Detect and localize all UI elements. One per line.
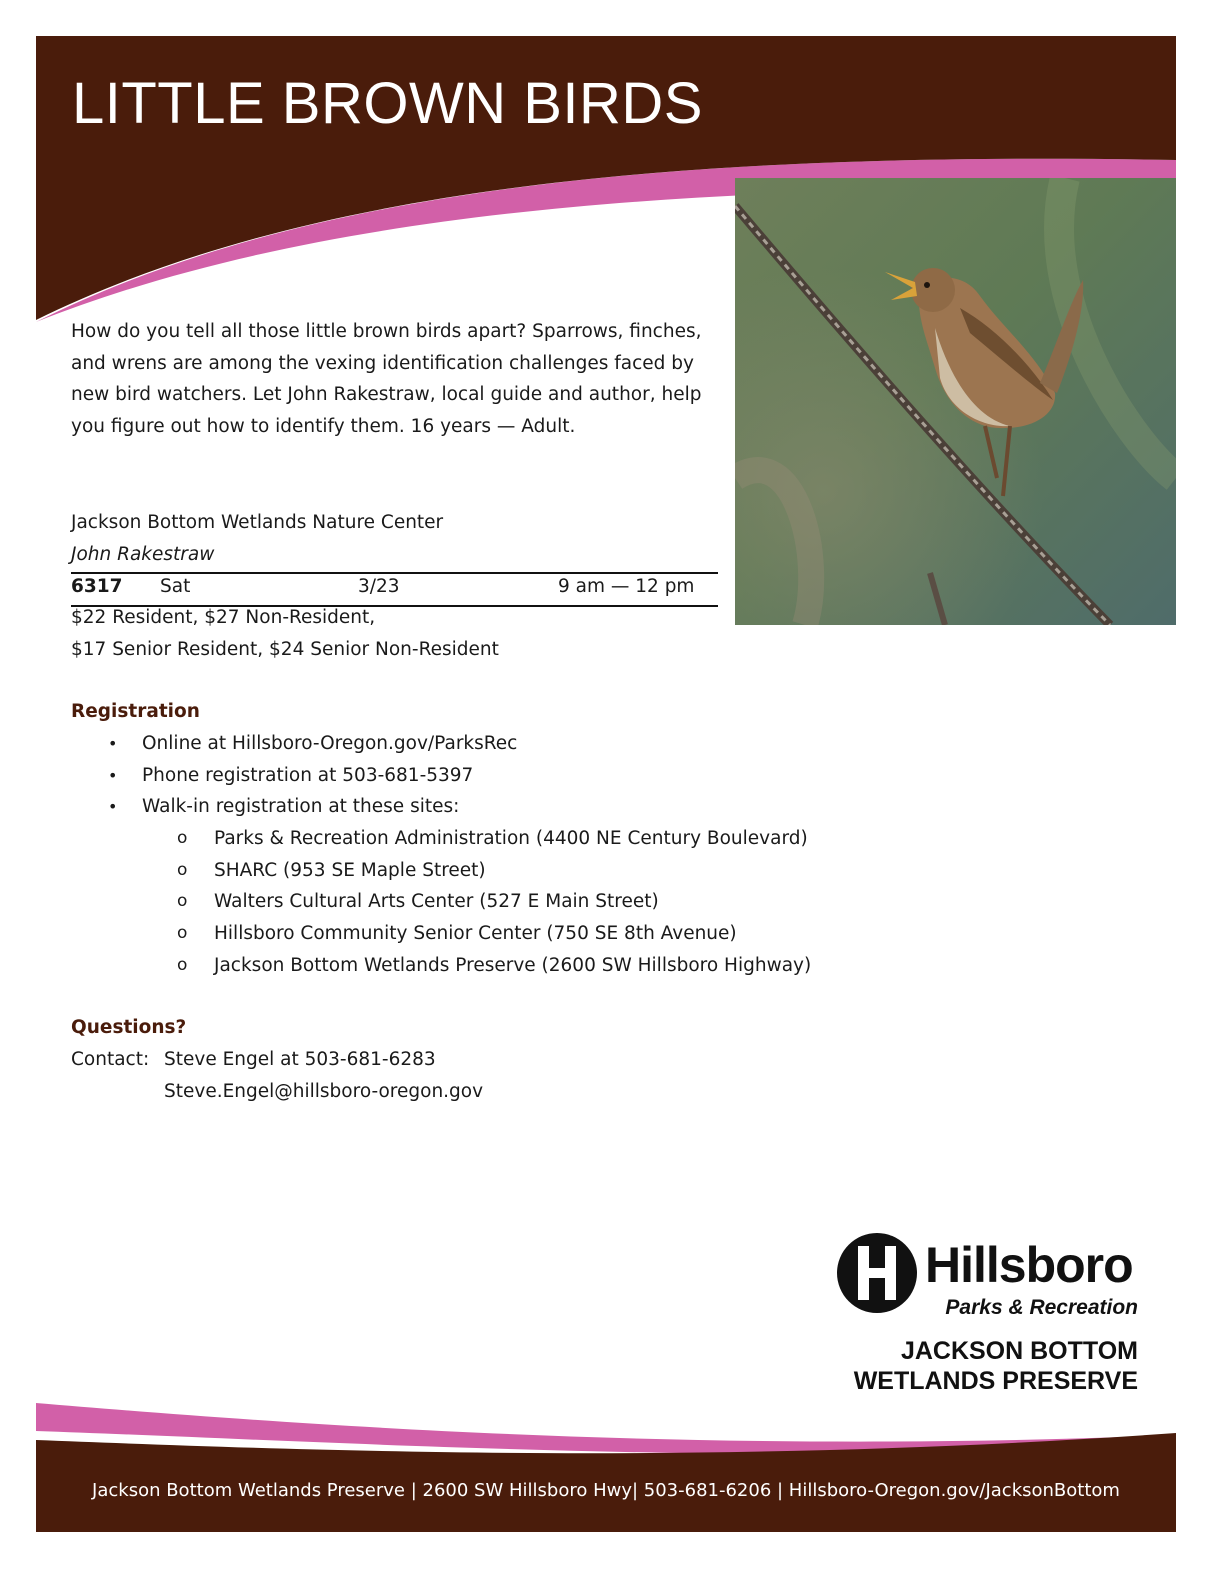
- footer-contact-info: Jackson Bottom Wetlands Preserve | 2600 SW Hillsboro Hwy| 503-681-6206 | Hillsboro-Oregon.gov/JacksonBottom: [92, 1480, 1120, 1501]
- walkin-site: Walters Cultural Arts Center (527 E Main Street): [214, 891, 659, 913]
- questions-heading: Questions?: [71, 1017, 187, 1038]
- bullet-icon: •: [108, 797, 118, 817]
- contact-label: Contact:: [71, 1049, 150, 1070]
- circle-bullet-icon: o: [177, 859, 188, 880]
- session-date: 3/23: [358, 576, 400, 597]
- venue-text: Jackson Bottom Wetlands Nature Center: [71, 512, 444, 533]
- logo-name: Hillsboro: [925, 1237, 1133, 1293]
- logo-preserve: [854, 1336, 1138, 1396]
- contact-email-link[interactable]: Steve.Engel@hillsboro-oregon.gov: [164, 1081, 484, 1102]
- page-title: LITTLE BROWN BIRDS: [72, 71, 703, 136]
- walkin-site: Parks & Recreation Administration (4400 NE Century Boulevard): [214, 828, 808, 850]
- registration-walkin-text: Walk-in registration at these sites:: [142, 796, 460, 818]
- contact-name-phone: Steve Engel at 503-681-6283: [164, 1049, 436, 1070]
- walkin-site: SHARC (953 SE Maple Street): [214, 859, 486, 881]
- logo-preserve-line1: JACKSON BOTTOM: [900, 1337, 1138, 1365]
- session-code: 6317: [71, 576, 123, 597]
- bullet-icon: •: [108, 765, 118, 785]
- hillsboro-logo: [836, 1232, 1146, 1402]
- fee-line: $22 Resident, $27 Non-Resident,: [71, 607, 376, 628]
- hillsboro-h-icon: [836, 1232, 918, 1314]
- circle-bullet-icon: o: [177, 954, 188, 975]
- session-time: 9 am — 12 pm: [558, 576, 695, 597]
- wren-photo-icon: [735, 178, 1176, 625]
- circle-bullet-icon: o: [177, 923, 188, 944]
- description-text: How do you tell all those little brown birds apart? Sparrows, finches, and wrens are among the vexing identification challenges faced by new bird watchers. Let John Rakestraw, local guide and author, help you figure out how to identify them. 16 years — Adult.: [71, 321, 702, 438]
- fee-line: $17 Senior Resident, $24 Senior Non-Resident: [71, 639, 499, 660]
- logo-preserve-line2: WETLANDS PRESERVE: [853, 1367, 1138, 1395]
- footer-banner: [0, 1395, 1224, 1540]
- registration-heading: Registration: [71, 701, 200, 722]
- registration-phone-text: Phone registration at 503-681-5397: [142, 764, 474, 786]
- logo-subtitle: Parks & Recreation: [945, 1296, 1138, 1319]
- bullet-icon: •: [108, 734, 118, 753]
- walkin-site: Hillsboro Community Senior Center (750 SE 8th Avenue): [214, 923, 737, 945]
- registration-online-link[interactable]: Online at Hillsboro-Oregon.gov/ParksRec: [142, 733, 518, 754]
- circle-bullet-icon: o: [177, 891, 188, 912]
- walkin-site: Jackson Bottom Wetlands Preserve (2600 SW Hillsboro Highway): [214, 954, 812, 976]
- instructor-name: John Rakestraw: [71, 544, 215, 565]
- session-day: Sat: [160, 576, 191, 597]
- circle-bullet-icon: o: [177, 828, 188, 849]
